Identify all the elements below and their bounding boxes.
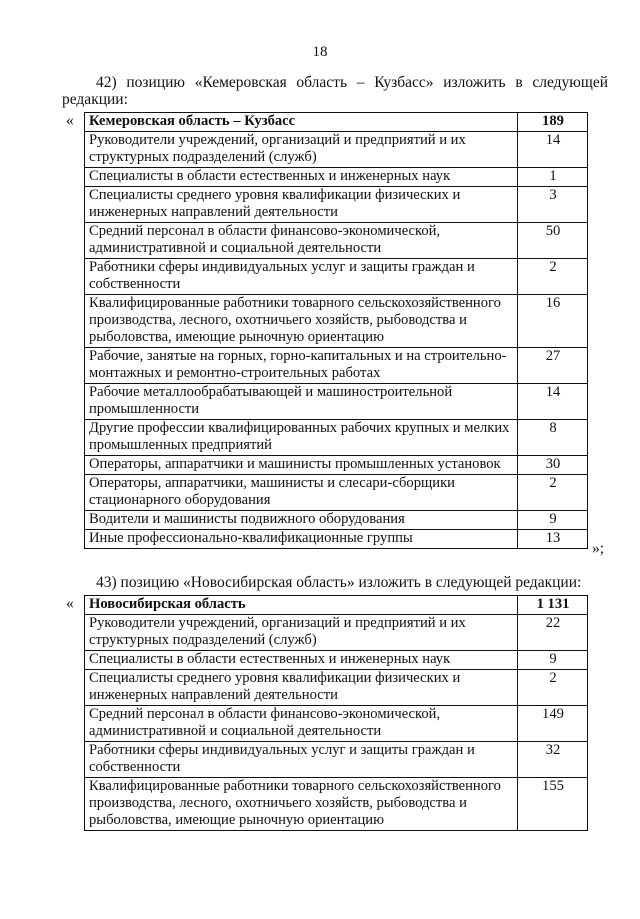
item-43-open-quote: « — [66, 595, 74, 612]
item-42-text — [62, 74, 608, 108]
quota-value: 1 — [518, 168, 588, 187]
quota-value: 149 — [518, 706, 588, 742]
quota-value: 155 — [518, 778, 588, 831]
page-number: 18 — [312, 44, 328, 60]
quota-value: 32 — [518, 742, 588, 778]
table-row — [85, 259, 588, 295]
item-43-text: 43) позицию «Новосибирская область» изложить в следующей редакции: — [96, 574, 582, 591]
occupation-group: Работники сферы индивидуальных услуг и защиты граждан и собственности — [85, 742, 518, 778]
item-42-close-quote: »; — [592, 540, 605, 557]
table-header-row — [85, 113, 588, 132]
novosibirsk-table-body — [85, 596, 588, 831]
table-row — [85, 511, 588, 530]
table-row — [85, 670, 588, 706]
occupation-group: Квалифицированные работники товарного сельскохозяйственного производства, лесного, охотничьего хозяйств, рыбоводства и рыболовства, имеющие рыночную ориентацию — [85, 778, 518, 831]
table-row — [85, 348, 588, 384]
table-header-row — [85, 596, 588, 615]
table-row — [85, 187, 588, 223]
occupation-group: Рабочие, занятые на горных, горно-капитальных и на строительно-монтажных и ремонтно-строительных работах — [85, 348, 518, 384]
table-row — [85, 475, 588, 511]
table-row — [85, 651, 588, 670]
quota-value: 13 — [518, 530, 588, 549]
occupation-group: Операторы, аппаратчики и машинисты промышленных установок — [85, 456, 518, 475]
item-42-text-body: 42) позицию «Кемеровская область – Кузбасс» изложить в следующей редакции: — [62, 74, 608, 108]
occupation-group: Руководители учреждений, организаций и предприятий и их структурных подразделений (служб) — [85, 615, 518, 651]
novosibirsk-table — [84, 595, 588, 831]
kemerovo-table — [84, 112, 588, 549]
table-row — [85, 132, 588, 168]
table-row — [85, 456, 588, 475]
occupation-group: Специалисты среднего уровня квалификации физических и инженерных направлений деятельности — [85, 670, 518, 706]
table-row — [85, 223, 588, 259]
occupation-group: Рабочие металлообрабатывающей и машиностроительной промышленности — [85, 384, 518, 420]
table-row — [85, 706, 588, 742]
occupation-group: Руководители учреждений, организаций и предприятий и их структурных подразделений (служб) — [85, 132, 518, 168]
table-row — [85, 615, 588, 651]
quota-value: 27 — [518, 348, 588, 384]
occupation-group: Квалифицированные работники товарного сельскохозяйственного производства, лесного, охотничьего хозяйств, рыбоводства и рыболовства, имеющие рыночную ориентацию — [85, 295, 518, 348]
quota-value: 8 — [518, 420, 588, 456]
region-name: Новосибирская область — [85, 596, 518, 615]
region-total: 1 131 — [518, 596, 588, 615]
occupation-group: Другие профессии квалифицированных рабочих крупных и мелких промышленных предприятий — [85, 420, 518, 456]
quota-value: 2 — [518, 475, 588, 511]
occupation-group: Специалисты среднего уровня квалификации физических и инженерных направлений деятельности — [85, 187, 518, 223]
table-row — [85, 420, 588, 456]
quota-value: 30 — [518, 456, 588, 475]
kemerovo-table-body — [85, 113, 588, 549]
item-42-open-quote: « — [66, 112, 74, 129]
table-row — [85, 530, 588, 549]
table-row — [85, 295, 588, 348]
occupation-group: Специалисты в области естественных и инженерных наук — [85, 168, 518, 187]
quota-value: 50 — [518, 223, 588, 259]
quota-value: 2 — [518, 670, 588, 706]
occupation-group: Операторы, аппаратчики, машинисты и слесари-сборщики стационарного оборудования — [85, 475, 518, 511]
occupation-group: Водители и машинисты подвижного оборудования — [85, 511, 518, 530]
table-row — [85, 168, 588, 187]
quota-value: 14 — [518, 384, 588, 420]
quota-value: 22 — [518, 615, 588, 651]
quota-value: 9 — [518, 651, 588, 670]
table-row — [85, 778, 588, 831]
table-row — [85, 384, 588, 420]
quota-value: 3 — [518, 187, 588, 223]
quota-value: 14 — [518, 132, 588, 168]
table-row — [85, 742, 588, 778]
quota-value: 9 — [518, 511, 588, 530]
quota-value: 16 — [518, 295, 588, 348]
occupation-group: Иные профессионально-квалификационные группы — [85, 530, 518, 549]
occupation-group: Средний персонал в области финансово-экономической, административной и социальной деятельности — [85, 706, 518, 742]
occupation-group: Специалисты в области естественных и инженерных наук — [85, 651, 518, 670]
occupation-group: Средний персонал в области финансово-экономической, административной и социальной деятельности — [85, 223, 518, 259]
occupation-group: Работники сферы индивидуальных услуг и защиты граждан и собственности — [85, 259, 518, 295]
region-name: Кемеровская область – Кузбасс — [85, 113, 518, 132]
quota-value: 2 — [518, 259, 588, 295]
region-total: 189 — [518, 113, 588, 132]
